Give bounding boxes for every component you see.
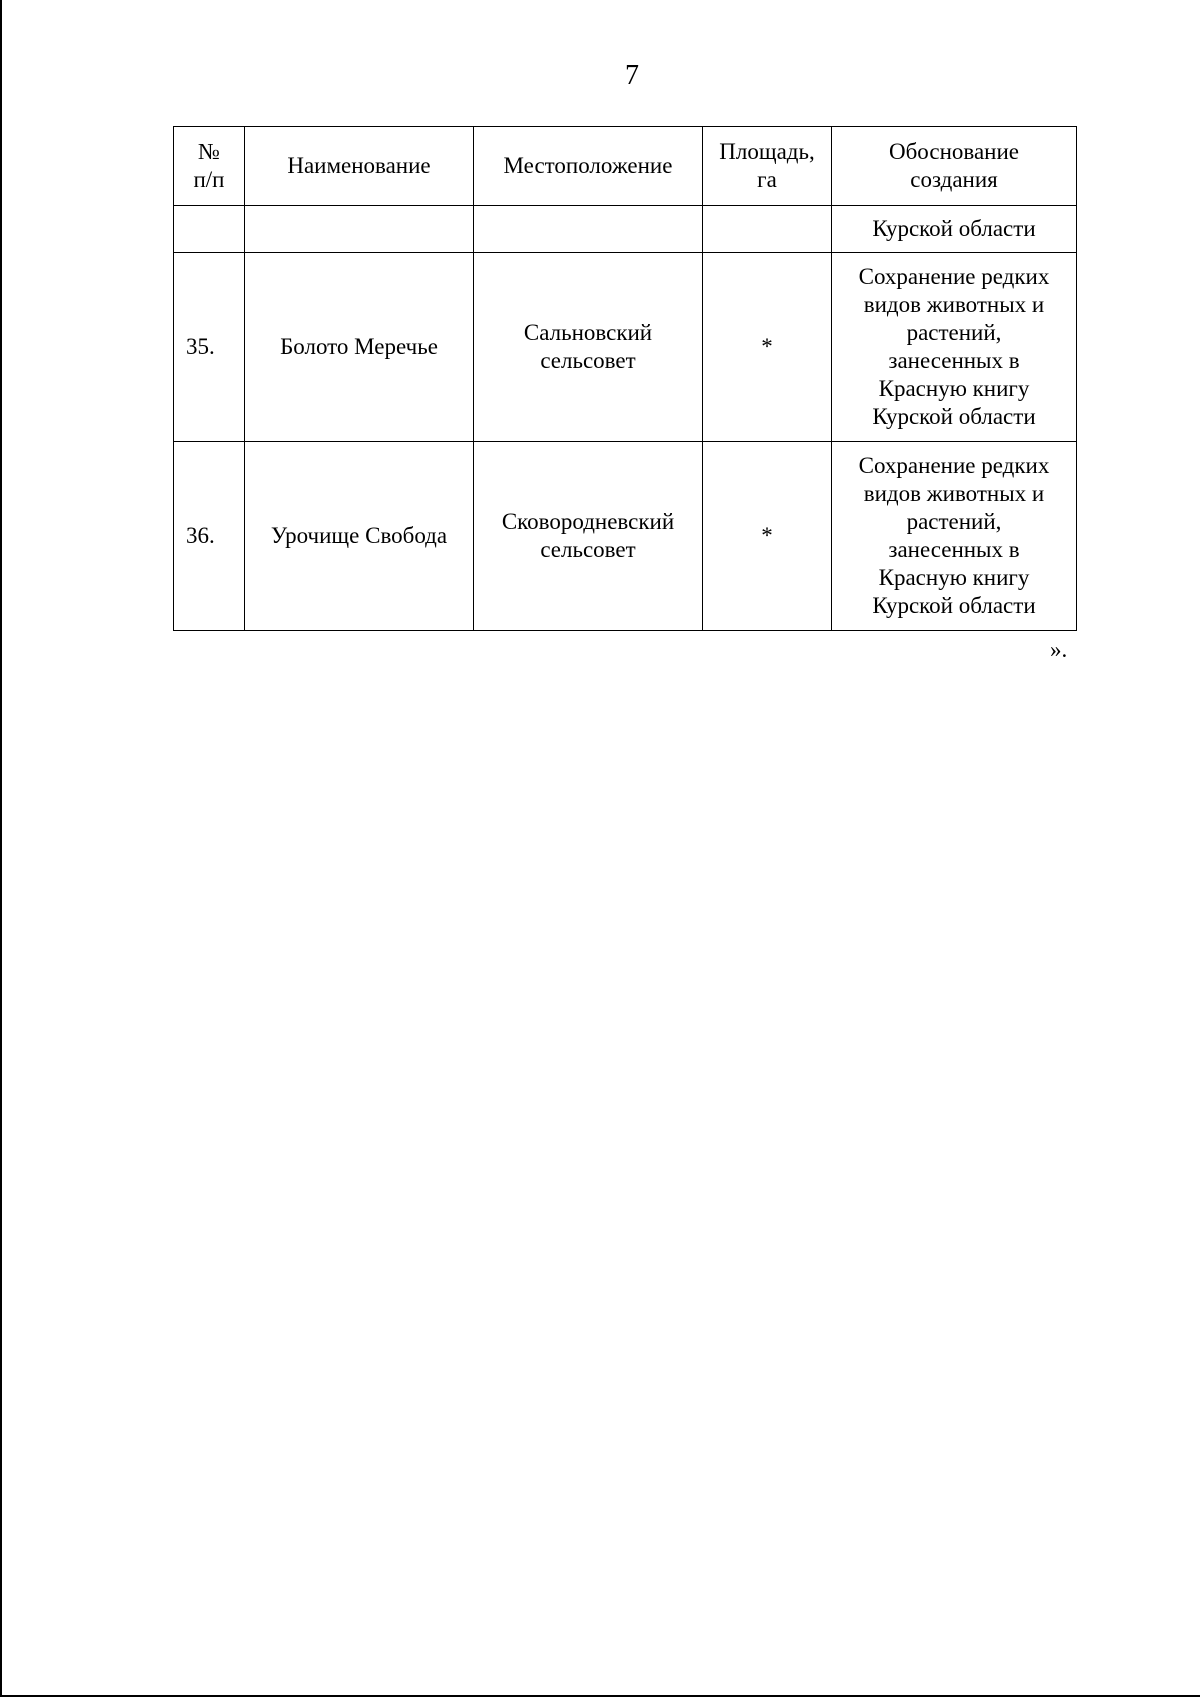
header-basis: Обоснование создания (832, 127, 1077, 206)
header-num: № п/п (174, 127, 245, 206)
cell-location: Сальновский сельсовет (474, 253, 703, 442)
table-header-row (174, 127, 1077, 206)
cell-num: 36. (174, 442, 245, 631)
table-row (174, 253, 1077, 442)
cell-name: Урочище Свобода (245, 442, 474, 631)
cell-name: Болото Меречье (245, 253, 474, 442)
table-row (174, 442, 1077, 631)
cell-location (474, 206, 703, 253)
protected-areas-table (173, 126, 1077, 631)
page-number: 7 (625, 60, 639, 91)
header-name: Наименование (245, 127, 474, 206)
cell-area: * (703, 442, 832, 631)
cell-basis: Сохранение редких видов животных и растений, занесенных в Красную книгу Курской области (832, 253, 1077, 442)
header-location: Местоположение (474, 127, 703, 206)
cell-location: Сковородневский сельсовет (474, 442, 703, 631)
cell-num: 35. (174, 253, 245, 442)
cell-area (703, 206, 832, 253)
cell-name (245, 206, 474, 253)
closing-quote: ». (1050, 637, 1068, 662)
cell-basis: Сохранение редких видов животных и растений, занесенных в Красную книгу Курской области (832, 442, 1077, 631)
table-row-continuation (174, 206, 1077, 253)
cell-num (174, 206, 245, 253)
header-area: Площадь, га (703, 127, 832, 206)
cell-basis: Курской области (832, 206, 1077, 253)
cell-area: * (703, 253, 832, 442)
